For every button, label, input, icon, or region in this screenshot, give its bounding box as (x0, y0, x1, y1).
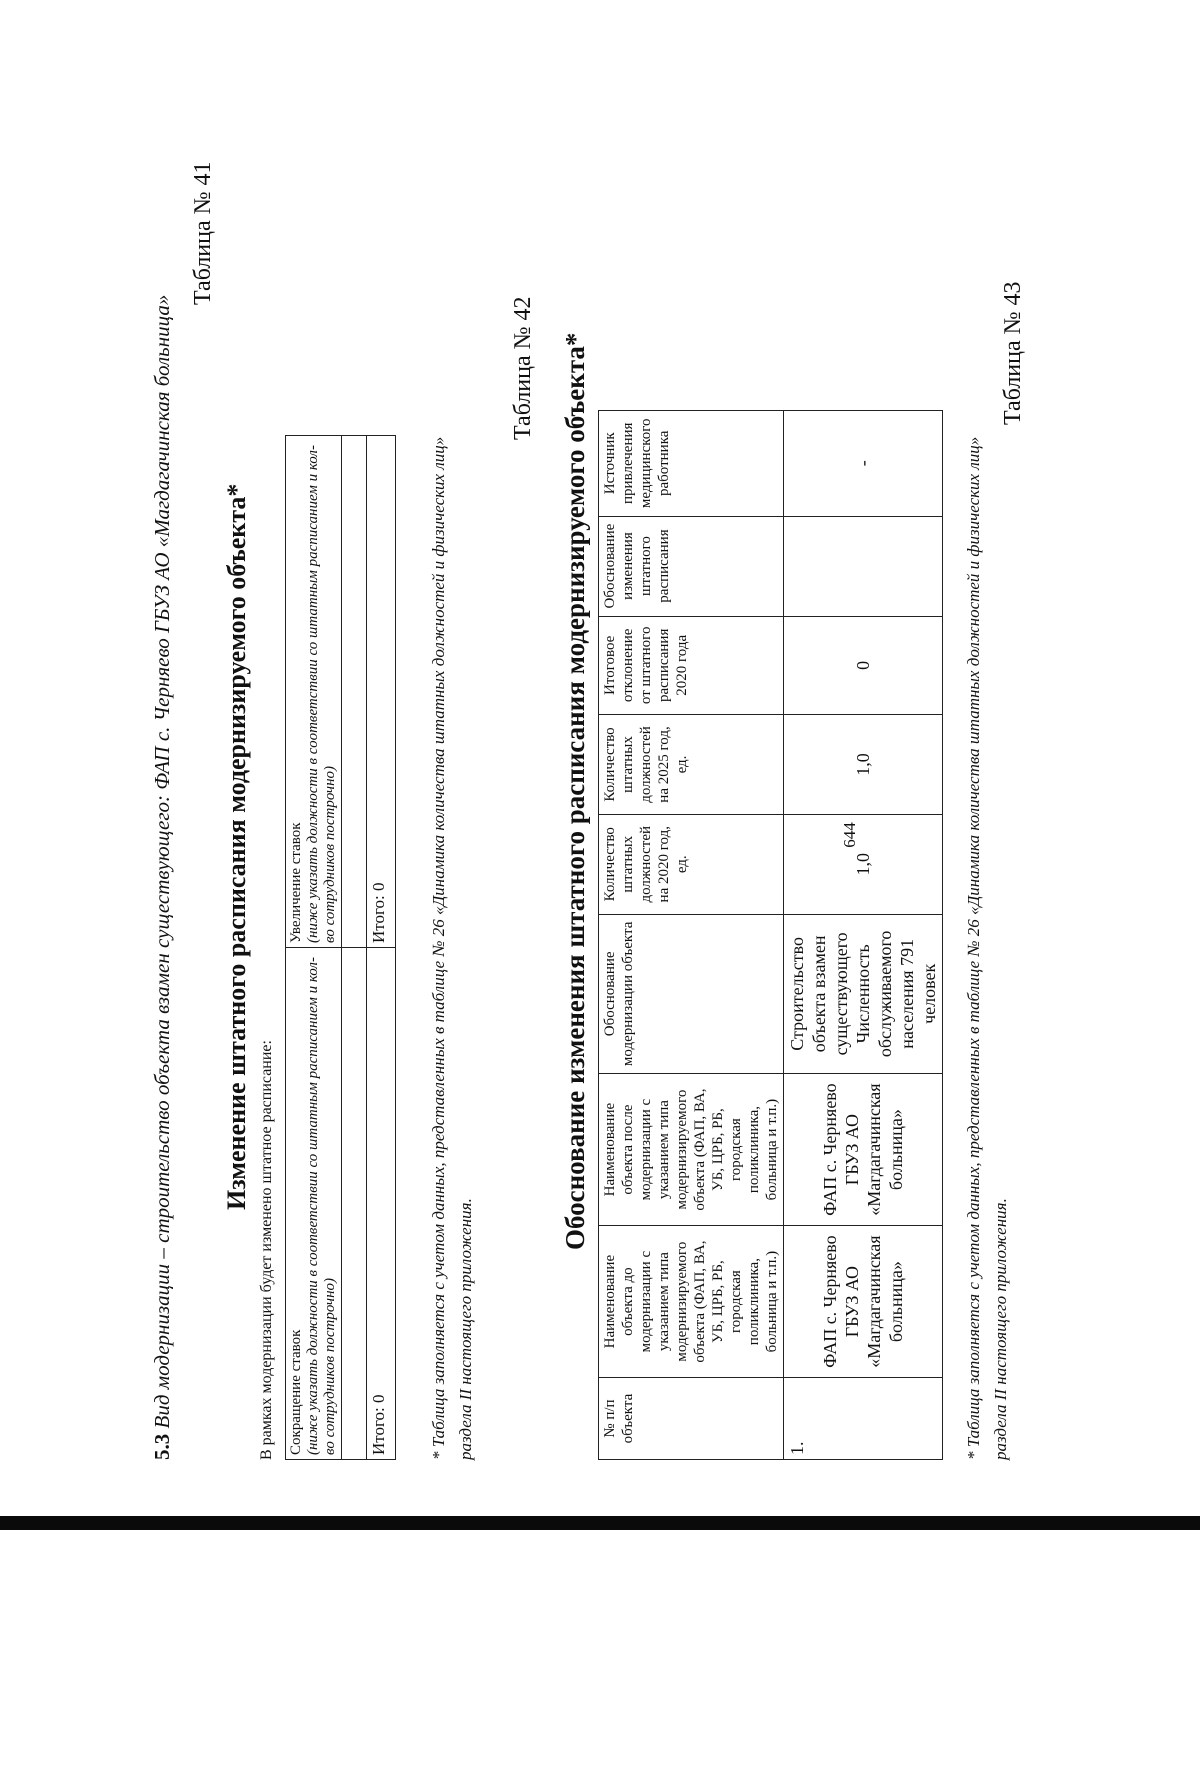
cell-source: - (784, 411, 943, 517)
table-42-footnote: * Таблица заполняется с учетом данных, представленных в таблице № 26 «Динамика количества штатных должностей и физических лиц» раздела II настоящего приложения. (964, 436, 1010, 1460)
empty-cell (342, 948, 367, 1460)
table-43-label: Таблица № 43 (1000, 281, 1026, 425)
total-increase: Итого: 0 (367, 436, 396, 948)
table-41-label: Таблица № 41 (190, 161, 216, 305)
table-41-footnote: * Таблица заполняется с учетом данных, представленных в таблице № 26 «Динамика количества штатных должностей и физических лиц» раздела II настоящего приложения. (429, 436, 475, 1460)
table-41-empty-row (342, 436, 367, 1460)
header-deviation: Итоговое отклонение от штатного расписания 2020 года (599, 616, 784, 715)
section-heading (150, 295, 175, 1460)
staff-justification-table (598, 410, 943, 1460)
cell-staff-2025: 1,0 (784, 715, 943, 815)
section-text: Вид модернизации – строительство объекта взамен существующего: ФАП с. Черняево ГБУЗ АО «Магдагачинская больница» (150, 294, 174, 1429)
header-object-number: № п/п объекта (599, 1378, 784, 1460)
header-staff-2020: Количество штатных должностей на 2020 год, ед. (599, 814, 784, 914)
table-41-intro: В рамках модернизации будет изменено штатное расписание: (258, 1040, 275, 1460)
header-name-after: Наименование объекта после модернизации с указанием типа модернизируемого объекта (ФАП, ВА, УБ, ЦРБ, РБ, городская поликлиника, больница и т.п.) (599, 1074, 784, 1226)
cell-staff-2020: 1,0 (784, 814, 943, 914)
total-reduction: Итого: 0 (367, 948, 396, 1460)
cell-name-after: ФАП с. Черняево ГБУЗ АО «Магдагачинская больница» (784, 1074, 943, 1226)
table-42-header-row (599, 411, 784, 1460)
page-number: 644 (840, 822, 859, 848)
header-name-before: Наименование объекта до модернизации с указанием типа модернизируемого объекта (ФАП, ВА, УБ, ЦРБ, РБ, городская поликлиника, больница и т.п.) (599, 1226, 784, 1378)
table-row (784, 411, 943, 1460)
staff-change-table (285, 435, 396, 1460)
cell-name-before: ФАП с. Черняево ГБУЗ АО «Магдагачинская больница» (784, 1226, 943, 1378)
table-41-total-row (367, 436, 396, 1460)
header-staff-2025: Количество штатных должностей на 2025 год, ед. (599, 715, 784, 815)
table-42-label: Таблица № 42 (510, 296, 536, 440)
table-41-title: Изменение штатного расписания модернизируемого объекта* (222, 483, 251, 1210)
cell-change-reason (784, 516, 943, 616)
reduction-header-cell (286, 948, 342, 1460)
increase-header-title: Увеличение ставок (288, 822, 304, 943)
reduction-header-title: Сокращение ставок (288, 1329, 304, 1455)
header-justification: Обоснование модернизации объекта (599, 914, 784, 1073)
increase-header-cell (286, 436, 342, 948)
table-41-header-row (286, 436, 342, 1460)
increase-header-note: (ниже указать должности в соответствии со штатным расписанием и кол-во сотрудников построчно) (305, 445, 338, 943)
table-42-title: Обоснование изменения штатного расписания модернизируемого объекта* (560, 332, 590, 1250)
header-change-reason: Обоснование изменения штатного расписания (599, 516, 784, 616)
reduction-header-note: (ниже указать должности в соответствии со штатным расписанием и кол-во сотрудников построчно) (305, 957, 338, 1455)
cell-deviation: 0 (784, 616, 943, 715)
empty-cell (342, 436, 367, 948)
section-number: 5.3 (150, 1433, 174, 1460)
header-source: Источник привлечения медицинского работника (599, 411, 784, 517)
scan-edge-rule (0, 1516, 1200, 1530)
cell-justification: Строительство объекта взамен существующего Численность обслуживаемого населения 791 человек (784, 914, 943, 1073)
cell-object-number: 1. (784, 1378, 943, 1460)
